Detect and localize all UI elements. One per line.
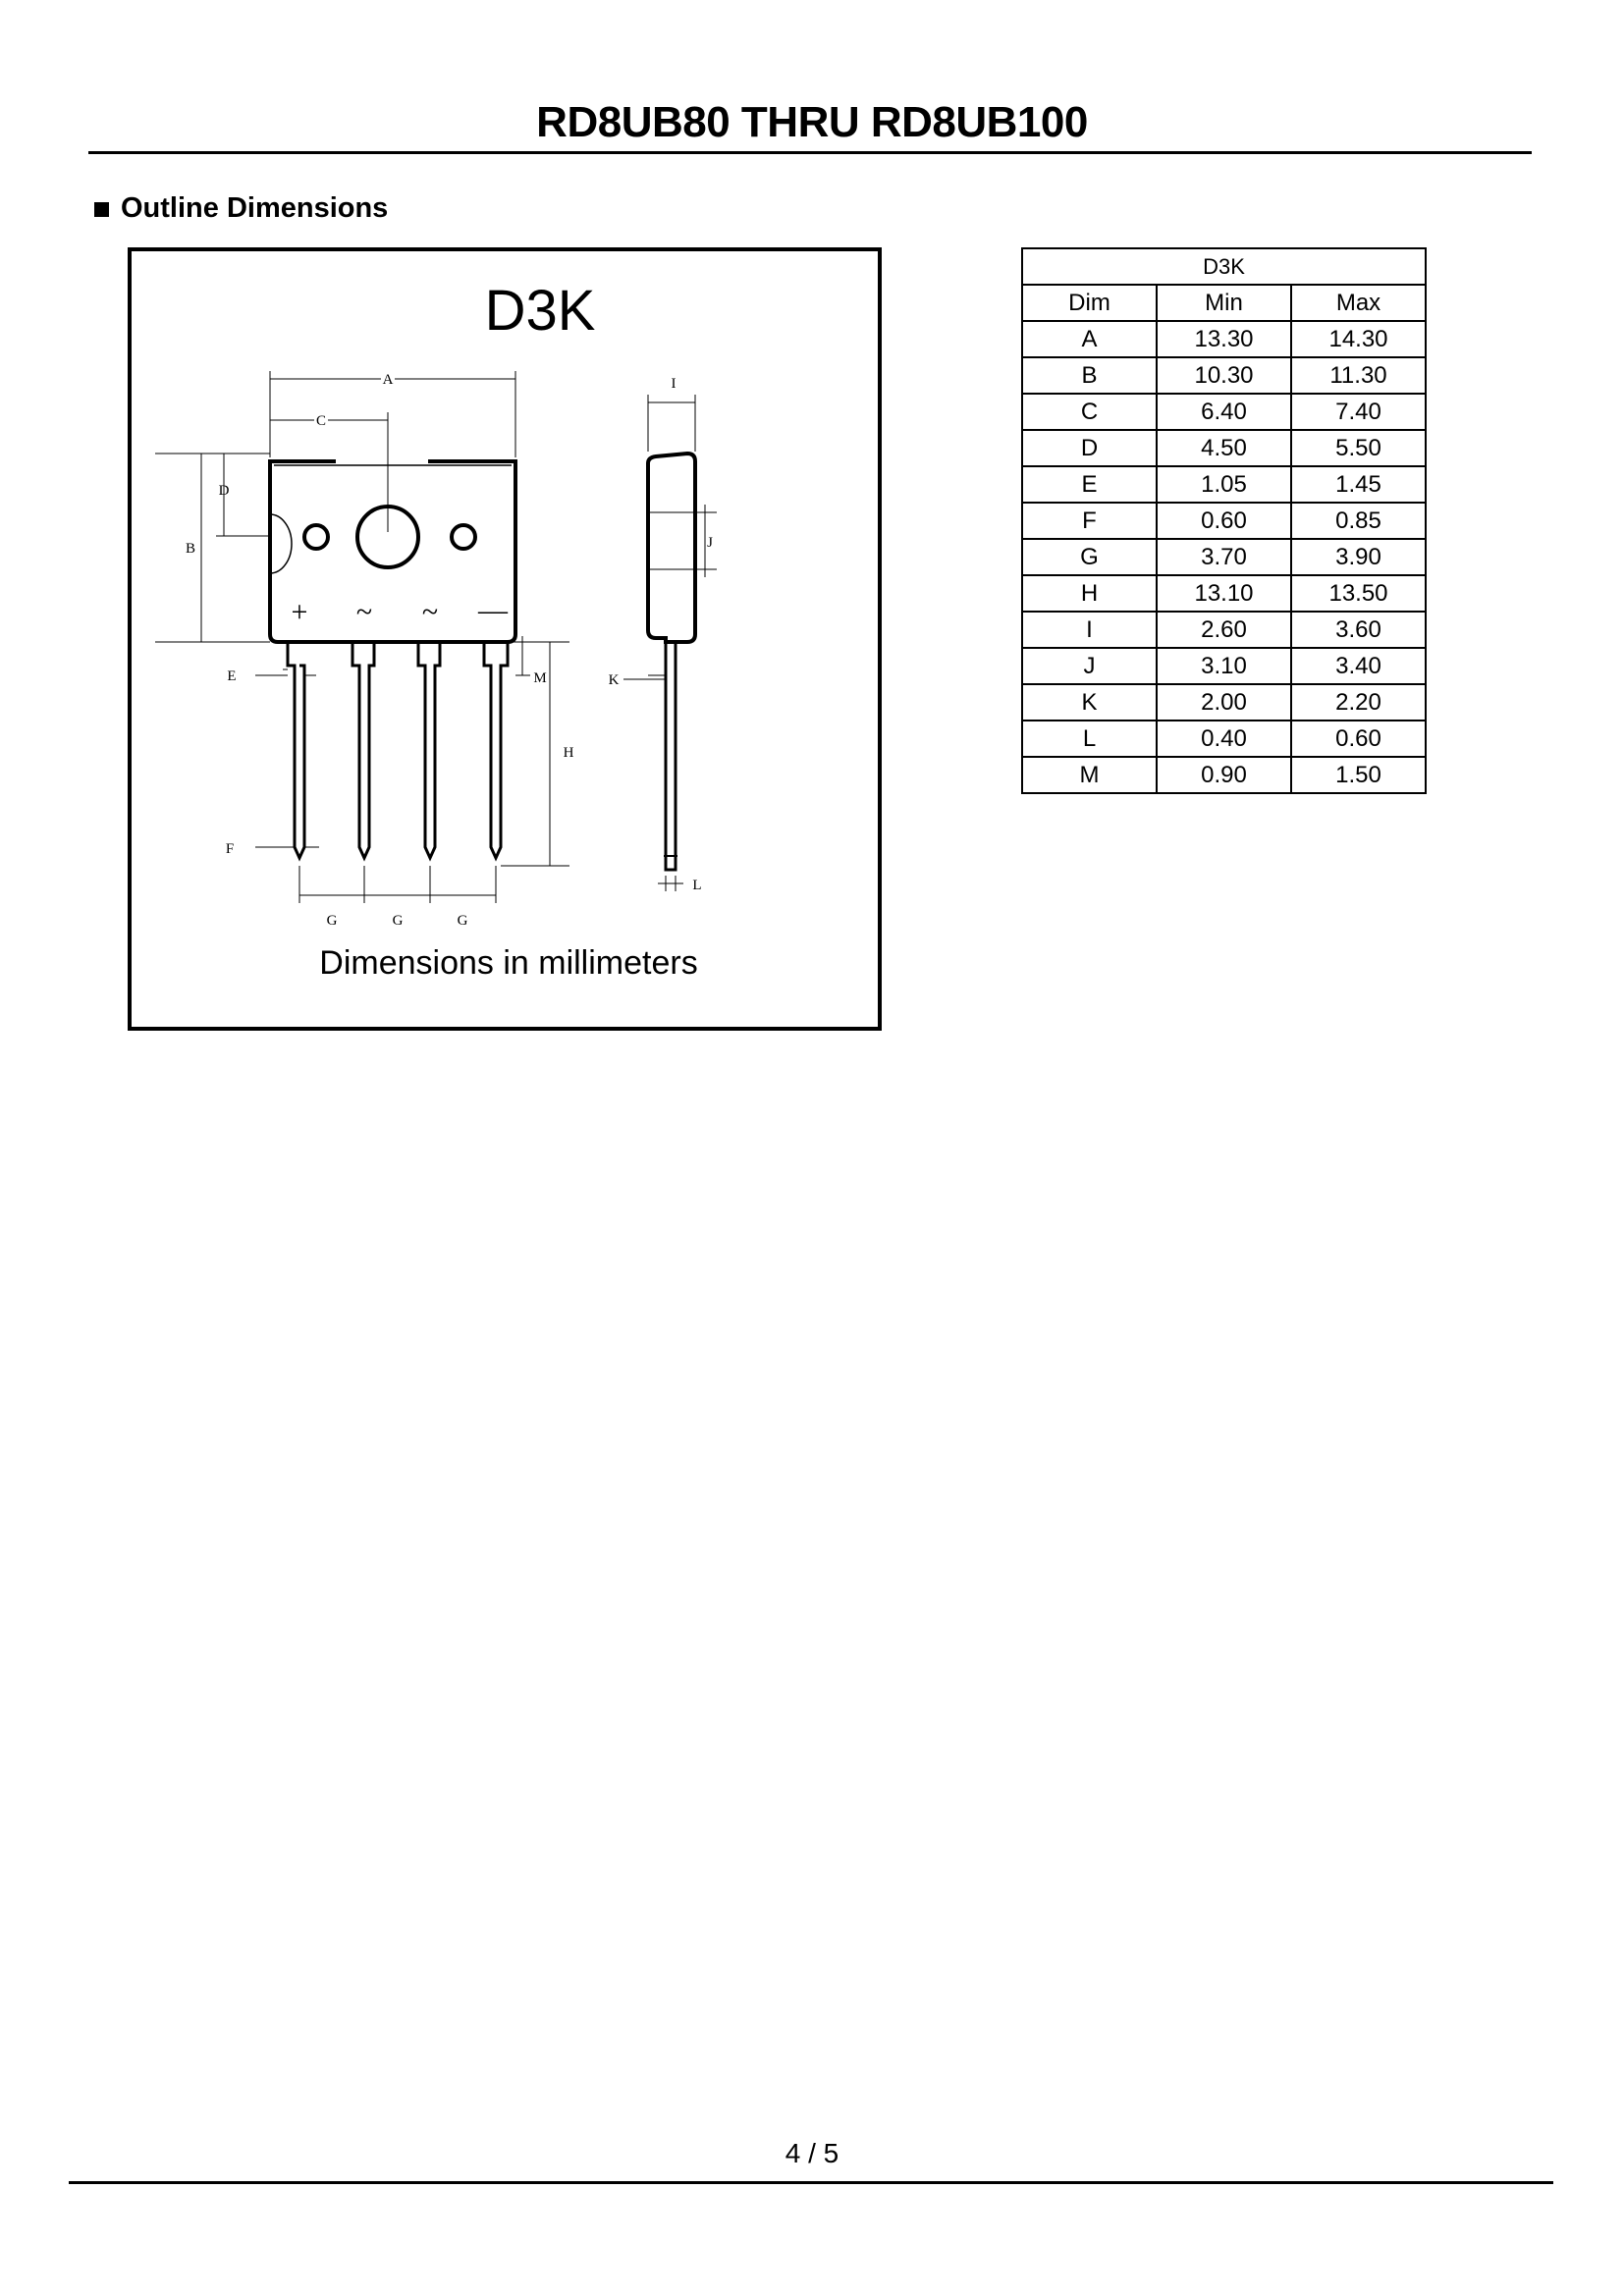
dim-label-e: E (227, 668, 237, 684)
table-row (1022, 430, 1426, 466)
cell-dim: K (1022, 684, 1157, 721)
pin-symbol-minus: — (478, 594, 508, 626)
cell-min: 0.40 (1157, 721, 1291, 757)
dim-label-f: F (225, 841, 235, 857)
cell-dim: F (1022, 503, 1157, 539)
cell-max: 1.45 (1291, 466, 1426, 503)
dim-label-b: B (185, 541, 196, 557)
units-caption: Dimensions in millimeters (319, 944, 698, 982)
cell-min: 0.60 (1157, 503, 1291, 539)
dim-label-h: H (563, 745, 574, 761)
dim-label-g2: G (392, 913, 404, 929)
dimensions-table (1021, 247, 1427, 794)
document-title: RD8UB80 THRU RD8UB100 (536, 98, 1088, 146)
table-row (1022, 321, 1426, 357)
cell-min: 2.60 (1157, 612, 1291, 648)
cell-min: 3.10 (1157, 648, 1291, 684)
dim-label-g1: G (326, 913, 338, 929)
cell-min: 2.00 (1157, 684, 1291, 721)
table-row (1022, 612, 1426, 648)
table-row (1022, 648, 1426, 684)
cell-dim: J (1022, 648, 1157, 684)
cell-dim: B (1022, 357, 1157, 394)
cell-min: 6.40 (1157, 394, 1291, 430)
table-row (1022, 357, 1426, 394)
table-row (1022, 466, 1426, 503)
col-header-min: Min (1157, 285, 1291, 321)
bridge-body-side (648, 454, 695, 642)
pin-symbol-ac1: ~ (355, 596, 373, 628)
table-package-header: D3K (1022, 248, 1426, 285)
dim-label-j: J (707, 535, 713, 551)
cell-dim: I (1022, 612, 1157, 648)
lead-ac2 (418, 642, 440, 858)
dim-label-d: D (218, 483, 230, 499)
cell-dim: L (1022, 721, 1157, 757)
outline-drawing-frame (128, 247, 882, 1031)
dim-label-i: I (671, 376, 677, 392)
cell-max: 0.60 (1291, 721, 1426, 757)
dim-label-g3: G (457, 913, 468, 929)
cell-max: 13.50 (1291, 575, 1426, 612)
cell-max: 14.30 (1291, 321, 1426, 357)
table-row (1022, 684, 1426, 721)
col-header-max: Max (1291, 285, 1426, 321)
cell-dim: M (1022, 757, 1157, 793)
small-hole-left (304, 525, 328, 549)
title-divider (88, 151, 1532, 154)
cell-dim: H (1022, 575, 1157, 612)
pin-symbol-plus: + (291, 596, 308, 628)
dim-label-m: M (533, 670, 547, 686)
lead-ac1 (352, 642, 374, 858)
table-row (1022, 757, 1426, 793)
table-row (1022, 503, 1426, 539)
section-heading (94, 192, 388, 225)
package-outline-drawing (128, 247, 882, 1031)
pin-symbol-ac2: ~ (421, 596, 439, 628)
dim-label-k: K (608, 672, 620, 688)
cell-min: 4.50 (1157, 430, 1291, 466)
cell-min: 0.90 (1157, 757, 1291, 793)
cell-min: 13.30 (1157, 321, 1291, 357)
cell-max: 3.90 (1291, 539, 1426, 575)
cell-dim: D (1022, 430, 1157, 466)
table-row (1022, 721, 1426, 757)
table-row (1022, 575, 1426, 612)
cell-max: 7.40 (1291, 394, 1426, 430)
cell-max: 2.20 (1291, 684, 1426, 721)
dim-label-l: L (692, 878, 702, 893)
cell-min: 3.70 (1157, 539, 1291, 575)
cell-dim: E (1022, 466, 1157, 503)
cell-min: 13.10 (1157, 575, 1291, 612)
section-heading-text: Outline Dimensions (121, 192, 389, 224)
table-row (1022, 394, 1426, 430)
cell-max: 0.85 (1291, 503, 1426, 539)
lead-minus (484, 642, 508, 858)
page-number: 4 / 5 (785, 2138, 839, 2168)
dim-label-a: A (382, 372, 394, 388)
footer-divider (69, 2181, 1553, 2184)
cell-max: 11.30 (1291, 357, 1426, 394)
dim-label-c: C (315, 413, 327, 429)
cell-max: 1.50 (1291, 757, 1426, 793)
cell-max: 5.50 (1291, 430, 1426, 466)
cell-dim: C (1022, 394, 1157, 430)
cell-dim: A (1022, 321, 1157, 357)
package-title: D3K (484, 279, 596, 343)
bullet-square-icon (94, 202, 109, 217)
cell-min: 1.05 (1157, 466, 1291, 503)
cell-dim: G (1022, 539, 1157, 575)
cell-max: 3.60 (1291, 612, 1426, 648)
table-row (1022, 539, 1426, 575)
lead-side (666, 642, 676, 870)
cell-max: 3.40 (1291, 648, 1426, 684)
small-hole-right (452, 525, 475, 549)
lead-plus (288, 642, 304, 858)
col-header-dim: Dim (1022, 285, 1157, 321)
cell-min: 10.30 (1157, 357, 1291, 394)
